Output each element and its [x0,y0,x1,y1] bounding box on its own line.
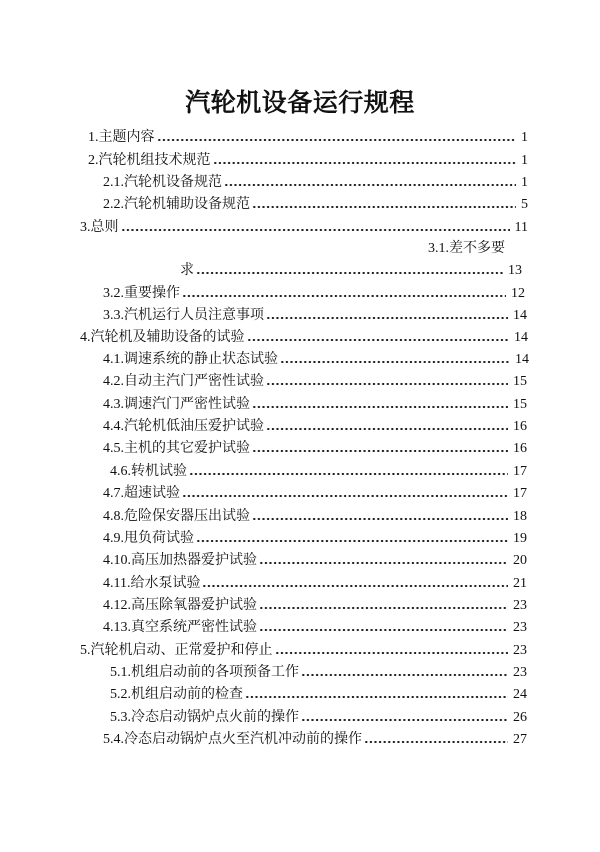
toc-entry-title: 5.1.机组启动前的各项预备工作 [110,665,299,680]
toc-entry [103,508,527,526]
leader-dots [189,473,508,475]
leader-dots [182,495,508,497]
toc-entry-page: 5 [521,197,528,212]
toc-entry [103,731,527,749]
toc-entry [80,329,528,347]
leader-dots [259,562,508,564]
toc-entry-title: 4.13.真空系统严密性试验 [103,620,257,635]
leader-dots [266,383,508,385]
toc-entry [180,262,522,280]
leader-dots [266,317,508,319]
toc-entry [103,597,527,615]
toc-entry-title: 2.1.汽轮机设备规范 [103,175,222,190]
toc-entry [110,664,527,682]
toc-entry-page: 27 [513,732,527,747]
leader-dots [245,696,508,698]
toc-entry [80,219,528,237]
toc-entry-title: 4.7.超速试验 [103,486,180,501]
leader-dots [157,139,517,141]
toc-entry [103,575,527,593]
toc-entry-page: 23 [513,620,527,635]
toc-entry-page: 15 [513,397,527,412]
toc-entry [103,530,527,548]
leader-dots [252,206,516,208]
leader-dots [196,272,503,274]
toc-entry-page: 18 [513,509,527,524]
leader-dots [364,741,508,743]
toc-entry [110,709,527,727]
toc-entry [103,174,528,192]
toc-entry-title: 2.2.汽轮机辅助设备规范 [103,197,250,212]
leader-dots [259,607,508,609]
leader-dots [252,518,508,520]
toc-entry [103,196,528,214]
toc-entry [110,686,527,704]
toc-entry-page: 14 [515,352,529,367]
toc-entry-title: 3.3.汽机运行人员注意事项 [103,308,264,323]
toc-entry [103,552,527,570]
toc-entry-page: 12 [511,286,525,301]
toc-entry-title: 4.8.危险保安器压出试验 [103,509,250,524]
toc-entry-title: 5.2.机组启动前的检查 [110,687,243,702]
toc-entry-page: 19 [513,531,527,546]
toc-entry-title: 3.1.差不多要 [428,241,505,256]
toc-entry-page: 17 [513,464,527,479]
toc-entry-title: 4.4.汽轮机低油压爱护试验 [103,419,264,434]
toc-entry-page: 23 [513,665,527,680]
toc-entry-page: 21 [513,576,527,591]
toc-entry [80,642,527,660]
toc-entry-title: 4.汽轮机及辅助设备的试验 [80,330,245,345]
leader-dots [259,629,508,631]
toc-entry [103,351,529,369]
toc-entry-title: 2.汽轮机组技术规范 [88,153,211,168]
toc-entry [103,418,527,436]
toc-entry-title: 3.2.重要操作 [103,286,180,301]
toc-entry-title: 4.1.调速系统的静止状态试验 [103,352,278,367]
toc-entry-wrapped-line [428,240,528,258]
toc-entry-page: 16 [513,419,527,434]
toc-entry-title: 4.12.高压除氧器爱护试验 [103,598,257,613]
toc-entry-title: 4.6.转机试验 [110,464,187,479]
toc-entry-title: 3.总则 [80,220,119,235]
toc-entry-page: 15 [513,374,527,389]
toc-entry-title: 5.汽轮机启动、正常爱护和停止 [80,643,273,658]
toc-entry-page: 1 [521,175,528,190]
leader-dots [301,719,508,721]
toc-entry [110,463,527,481]
toc-entry-title: 4.2.自动主汽门严密性试验 [103,374,264,389]
leader-dots [196,540,508,542]
toc-entry-page: 13 [508,263,522,278]
toc-entry-title: 4.9.甩负荷试验 [103,531,194,546]
page-title: 汽轮机设备运行规程 [185,90,415,117]
toc-entry-title: 4.5.主机的其它爱护试验 [103,441,250,456]
toc-entry [88,129,528,147]
toc-entry-page: 17 [513,486,527,501]
leader-dots [252,450,508,452]
toc-entry [103,285,525,303]
toc-entry-page: 1 [521,153,528,168]
leader-dots [213,162,517,164]
leader-dots [275,652,509,654]
toc-entry [103,396,527,414]
leader-dots [247,339,510,341]
toc-entry-page: 1 [521,130,528,145]
leader-dots [280,361,510,363]
toc-entry-title: 1.主题内容 [88,130,155,145]
leader-dots [224,184,516,186]
leader-dots [301,674,508,676]
leader-dots [252,406,508,408]
toc-entry-title: 5.3.冷态启动锅炉点火前的操作 [110,710,299,725]
toc-entry-page: 14 [513,308,527,323]
toc-entry-title: 4.10.高压加热器爱护试验 [103,553,257,568]
toc-entry [103,440,527,458]
toc-entry-title: 5.4.冷态启动锅炉点火至汽机冲动前的操作 [103,732,362,747]
toc-entry-page: 24 [513,687,527,702]
toc-entry-title-continued: 求 [180,263,194,278]
toc-entry-page: 20 [513,553,527,568]
toc-entry [103,307,527,325]
toc-entry-page: 23 [513,598,527,613]
toc-entry [103,485,527,503]
toc-entry-page: 14 [514,330,528,345]
toc-entry [103,619,527,637]
toc-entry [88,152,528,170]
toc-entry-page: 16 [513,441,527,456]
toc-entry [103,373,527,391]
toc-entry-page: 26 [513,710,527,725]
leader-dots [266,428,508,430]
toc-entry-title: 4.3.调速汽门严密性试验 [103,397,250,412]
leader-dots [121,229,510,231]
leader-dots [202,585,508,587]
leader-dots [182,295,506,297]
toc-entry-page: 23 [513,643,527,658]
toc-entry-title: 4.11.给水泵试验 [103,576,201,591]
toc-entry-page: 11 [514,220,528,235]
